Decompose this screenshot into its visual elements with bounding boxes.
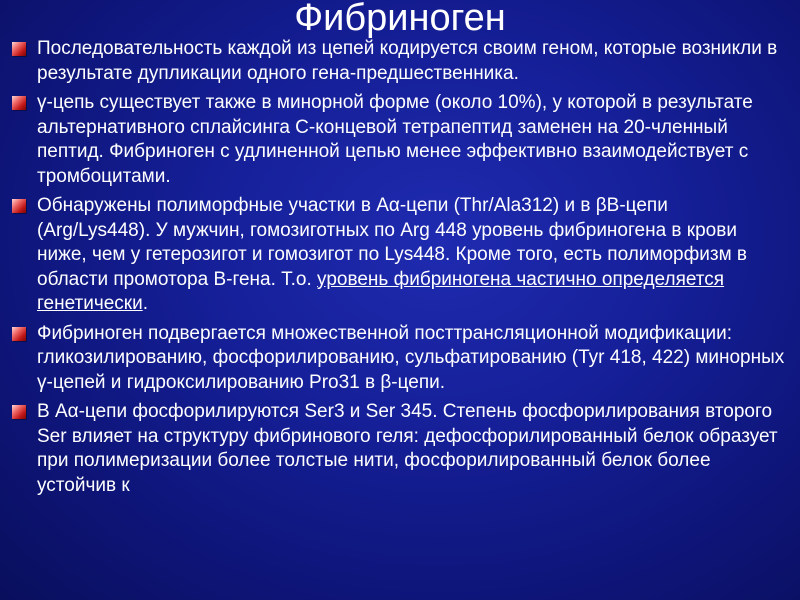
- bullet-list: [10, 37, 785, 503]
- bullet-text-end: .: [142, 293, 148, 314]
- red-square-bullet-icon: [12, 199, 26, 213]
- bullet-item-gene-duplication: [10, 37, 785, 86]
- red-square-bullet-icon: [12, 96, 26, 110]
- red-square-bullet-icon: [12, 327, 26, 341]
- red-square-bullet-icon: [12, 405, 26, 419]
- slide-title: Фибриноген: [294, 0, 506, 39]
- bullet-item-gamma-chain: [10, 91, 785, 189]
- bullet-item-polymorphism: [10, 194, 785, 317]
- bullet-item-phosphorylation: [10, 400, 785, 498]
- bullet-text: Обнаружены полиморфные участки в Аα-цепи (Thr/Ala312) и в βB-цепи (Arg/Lys448). У мужчин, гомозиготных по Arg 448 уровень фибриногена в крови ниже, чем у гетерозигот и гомозигот по Lys448. Кроме того, есть полиморфизм в области промотора В-гена. Т.о.: [37, 195, 748, 290]
- genetic-determination-link[interactable]: уровень фибриногена частично определяется генетически: [37, 268, 725, 314]
- bullet-item-posttranslational: [10, 322, 785, 396]
- bullet-text: Фибриноген подвергается множественной посттрансляционной модификации: гликозилированию, фосфорилированию, сульфатированию (Tyr 418, 422) минорных γ-цепей и гидроксилированию Pro31 в β-цепи.: [37, 322, 785, 393]
- bullet-text: γ-цепь существует также в минорной форме (около 10%), у которой в результате альтернативного сплайсинга С-концевой тетрапептид заменен на 20-членный пептид. Фибриноген с удлиненной цепью менее эффективно взаимодействует с тромбоцитами.: [37, 92, 753, 187]
- red-square-bullet-icon: [12, 42, 26, 56]
- bullet-text: В Аα-цепи фосфорилируются Ser3 и Ser 345. Степень фосфорилирования второго Ser влияет на структуру фибринового геля: дефосфорилированный белок образует при полимеризации более толстые нити, фосфорилированный белок более устойчив к: [37, 401, 778, 496]
- bullet-text: Последовательность каждой из цепей кодируется своим геном, которые возникли в результате дупликации одного гена-предшественника.: [37, 38, 778, 84]
